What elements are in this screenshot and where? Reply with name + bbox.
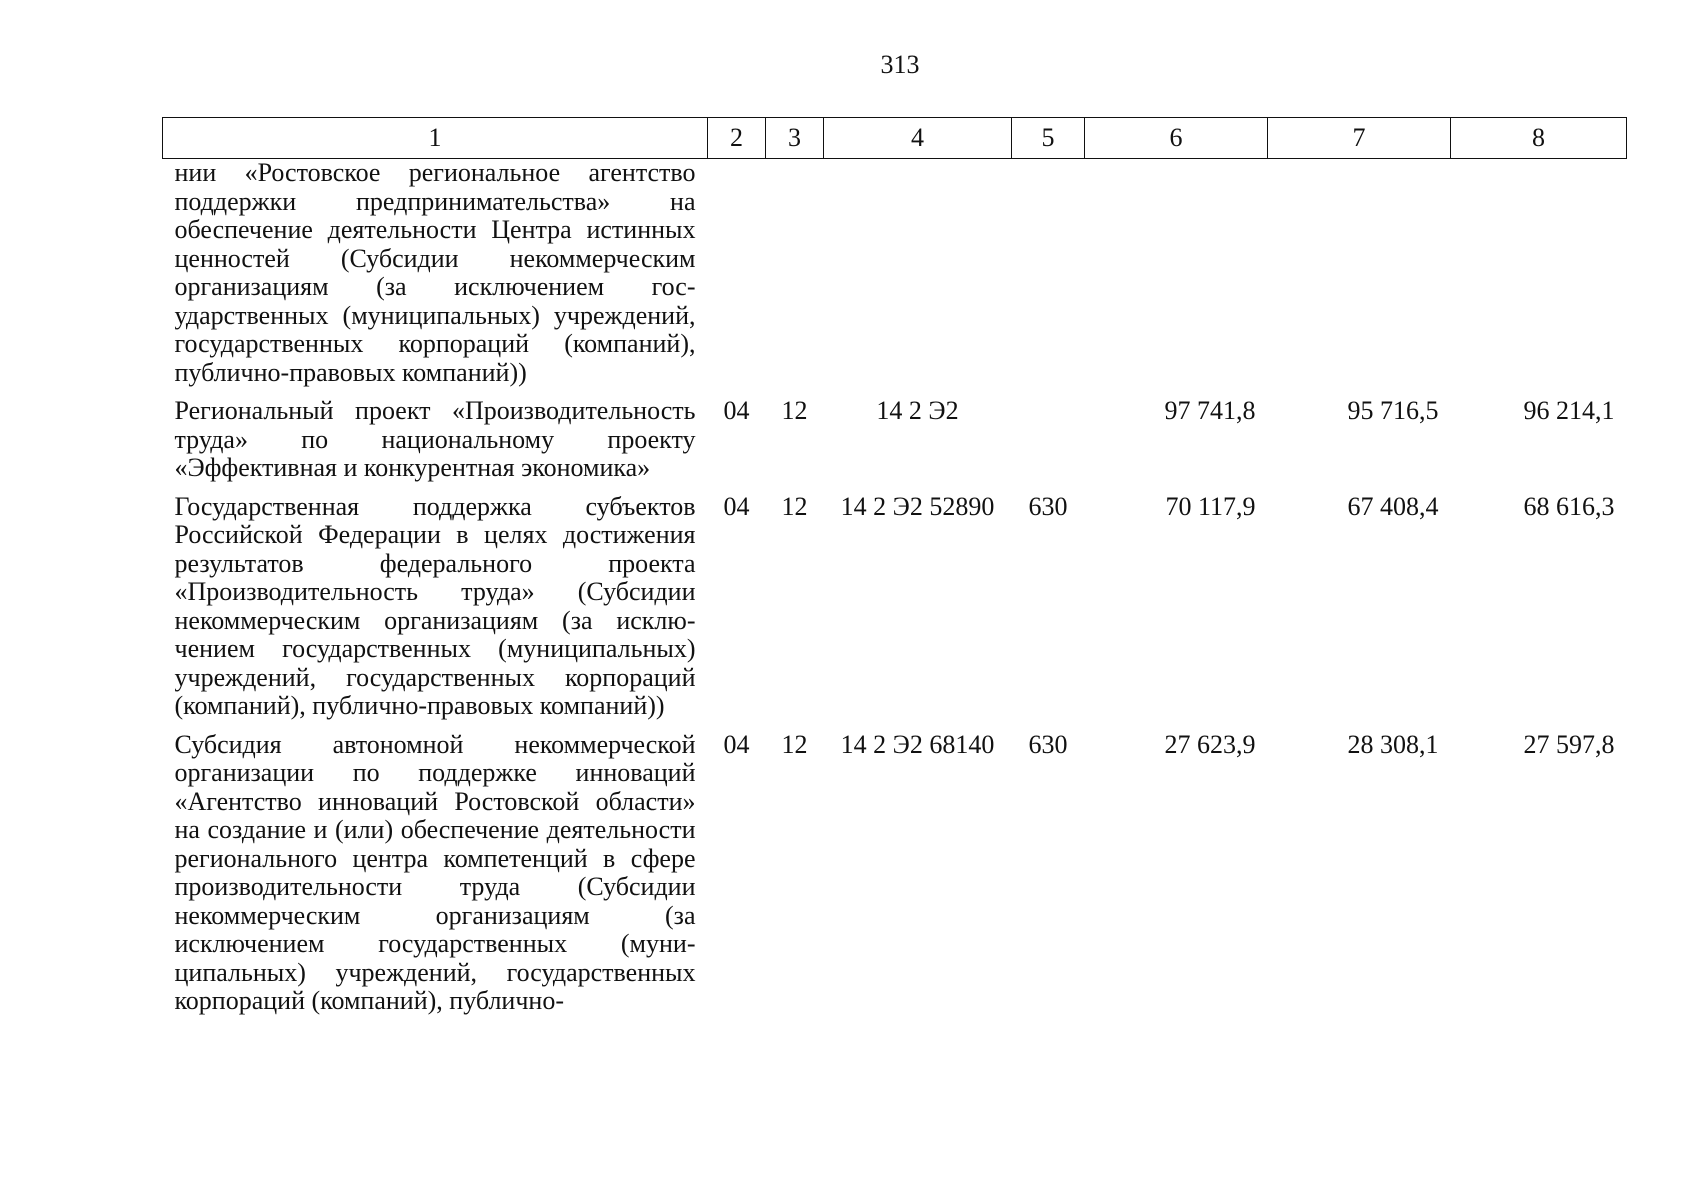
subsection-code: 12 <box>781 396 808 425</box>
expense-type-code: 630 <box>1028 491 1068 521</box>
column-header-3: 3 <box>766 118 824 159</box>
expense-type-code <box>1012 397 1085 493</box>
target-article-code: 14 2 Э2 <box>876 396 959 425</box>
page-number: 313 <box>880 50 920 79</box>
row-description: нии «Ростовское региональное агентство поддержки предпринимательства» на обеспечение деятельности Центра истинных ценностей (Субсидии некоммерческим организациям (за исключением государственных (муниципальных) учреждений, государственных корпораций (компаний), публично-правовых компаний)) <box>174 158 696 387</box>
subsection-code <box>766 159 824 398</box>
subsection-code: 12 <box>781 729 808 759</box>
amount-col-8: 96 214,1 <box>1523 396 1615 425</box>
column-header-7: 7 <box>1268 118 1451 159</box>
section-code: 04 <box>723 729 750 759</box>
amount-col-7: 28 308,1 <box>1347 729 1439 759</box>
row-description: Государственная поддержка субъектов Российской Федерации в целях достижения результатов федерального проекта «Производительность труда» (Субсидии некоммерческим организациям (за исключением государственных (муниципальных) учреждений, государственных корпораций (компаний), публично-правовых компаний)) <box>174 491 696 720</box>
column-header-8: 8 <box>1451 118 1627 159</box>
expense-type-code <box>1012 159 1085 398</box>
table-row <box>163 159 1627 398</box>
target-article-code <box>824 159 1012 398</box>
column-header-1: 1 <box>163 118 708 159</box>
amount-col-7: 67 408,4 <box>1347 491 1439 521</box>
table-row <box>163 397 1627 493</box>
budget-table <box>162 117 1627 1016</box>
amount-col-8: 68 616,3 <box>1523 491 1615 521</box>
column-header-5: 5 <box>1012 118 1085 159</box>
amount-col-6: 70 117,9 <box>1165 491 1256 521</box>
row-description: Региональный проект «Производительность труда» по национальному проекту «Эффективная и конкурентная экономика» <box>174 396 696 482</box>
section-code: 04 <box>723 491 750 521</box>
expense-type-code: 630 <box>1028 729 1068 759</box>
column-number-header-row <box>163 118 1627 159</box>
amount-col-7: 95 716,5 <box>1347 396 1439 425</box>
row-description: Субсидия автономной некоммерческой организации по поддержке инноваций «Агентство инноваций Ростовской области» на создание и (или) обеспечение деятельности регионального центра компетенций в сфере производительности труда (Субсидии некоммерческим организациям (за исключением государственных (муниципальных) учреждений, государственных корпораций (компаний), публично- <box>174 729 696 1015</box>
table-row <box>163 493 1627 731</box>
column-header-6: 6 <box>1085 118 1268 159</box>
amount-col-6: 27 623,9 <box>1164 729 1256 759</box>
amount-col-6 <box>1085 159 1268 398</box>
table-row <box>163 731 1627 1016</box>
amount-col-8 <box>1451 159 1627 398</box>
amount-col-8: 27 597,8 <box>1523 729 1615 759</box>
subsection-code: 12 <box>781 491 808 521</box>
section-code: 04 <box>723 396 750 425</box>
target-article-code: 14 2 Э2 68140 <box>840 729 995 759</box>
section-code <box>708 159 766 398</box>
column-header-2: 2 <box>708 118 766 159</box>
amount-col-7 <box>1268 159 1451 398</box>
amount-col-6: 97 741,8 <box>1164 396 1256 425</box>
column-header-4: 4 <box>824 118 1012 159</box>
target-article-code: 14 2 Э2 52890 <box>840 491 995 521</box>
